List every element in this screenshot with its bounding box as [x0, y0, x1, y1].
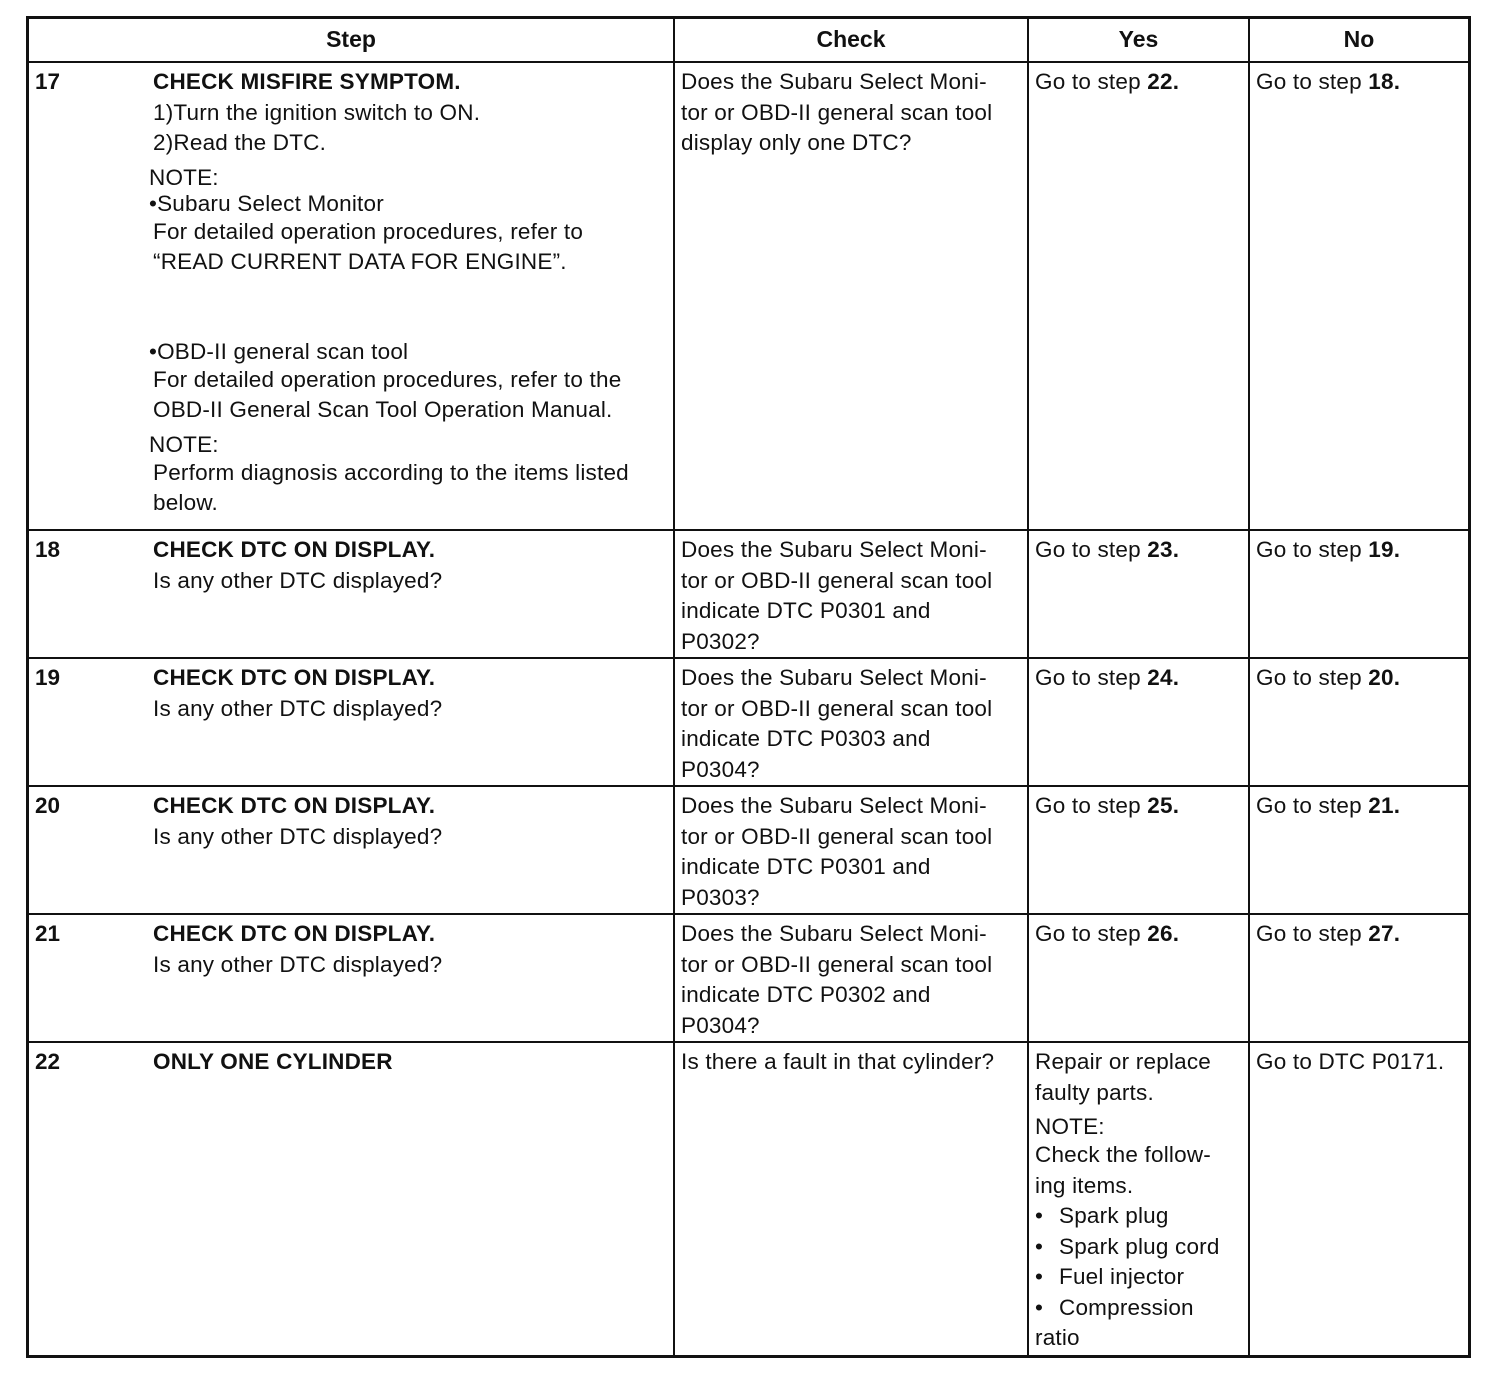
spacer: [153, 278, 669, 339]
check-line: indicate DTC P0302 and: [681, 982, 931, 1007]
no-text: [1256, 791, 1464, 822]
step-cell: [29, 63, 673, 531]
step-title: CHECK DTC ON DISPLAY.: [153, 537, 436, 562]
yes-step-ref: 22.: [1147, 69, 1180, 94]
no-cell: [1250, 531, 1468, 657]
no-prefix: Go to step: [1256, 665, 1369, 690]
step-cell: [29, 787, 673, 913]
header-step: Step: [326, 26, 376, 52]
no-text: [1256, 919, 1464, 950]
no-step-ref: 18.: [1368, 69, 1401, 94]
yes-prefix: Go to step: [1035, 921, 1148, 946]
step-number: 18: [35, 537, 61, 562]
step-line: Is any other DTC displayed?: [153, 823, 443, 849]
yes-cell: [1029, 63, 1248, 531]
no-prefix: Go to step: [1256, 793, 1369, 818]
check-cell: [675, 1043, 1027, 1357]
step-line: 2)Read the DTC.: [153, 130, 327, 155]
yes-text: [1035, 1047, 1244, 1354]
step-body: [153, 535, 669, 596]
list-item-continuation: ratio: [1035, 1325, 1080, 1350]
step-cell: [29, 531, 673, 657]
no-step-ref: 20.: [1368, 665, 1401, 690]
note-text: For detailed operation procedures, refer to: [153, 218, 584, 244]
check-line: Does the Subaru Select Moni-: [681, 665, 987, 690]
list-item-text: Spark plug cord: [1059, 1233, 1220, 1259]
step-line: Is any other DTC displayed?: [153, 567, 443, 593]
note-label: NOTE:: [149, 431, 219, 457]
note-label: NOTE:: [1035, 1114, 1105, 1139]
table-row: [29, 61, 1468, 531]
step-cell: [29, 659, 673, 785]
no-text: [1256, 663, 1464, 694]
list-item-text: Spark plug: [1059, 1203, 1169, 1228]
step-line: Is any other DTC displayed?: [153, 951, 443, 977]
step-title: CHECK DTC ON DISPLAY.: [153, 921, 436, 946]
yes-text: [1035, 67, 1244, 98]
no-prefix: Go to step: [1256, 69, 1369, 94]
check-line: P0302?: [681, 628, 760, 654]
check-cell: [675, 787, 1027, 913]
bullet-icon: •: [1035, 1203, 1044, 1228]
check-line: indicate DTC P0301 and: [681, 598, 931, 623]
step-title: CHECK DTC ON DISPLAY.: [153, 665, 436, 690]
no-step-ref: 27.: [1368, 921, 1401, 946]
step-body: [153, 663, 669, 724]
step-body: [153, 791, 669, 852]
yes-step-ref: 26.: [1147, 921, 1180, 946]
no-cell: [1250, 915, 1468, 1041]
no-cell: [1250, 659, 1468, 785]
no-text: Go to DTC P0171.: [1256, 1049, 1445, 1074]
check-line: tor or OBD-II general scan tool: [681, 695, 993, 721]
check-line: indicate DTC P0301 and: [681, 854, 931, 879]
yes-step-ref: 23.: [1147, 537, 1180, 562]
header-check: Check: [816, 26, 886, 52]
check-line: tor or OBD-II general scan tool: [681, 567, 993, 593]
header-yes: Yes: [1118, 26, 1159, 52]
yes-cell: [1029, 659, 1248, 785]
step-title: CHECK MISFIRE SYMPTOM.: [153, 69, 461, 94]
header-row: [29, 19, 1468, 61]
check-line: tor or OBD-II general scan tool: [681, 951, 993, 977]
step-cell: [29, 1043, 673, 1357]
bullet-icon: •: [1035, 1264, 1044, 1289]
yes-text: [1035, 535, 1244, 566]
no-prefix: Go to step: [1256, 921, 1369, 946]
yes-text: [1035, 791, 1244, 822]
header-no: No: [1343, 26, 1375, 52]
yes-text: [1035, 663, 1244, 694]
note-item: •OBD-II general scan tool: [149, 338, 409, 364]
check-text: [681, 663, 1023, 785]
yes-prefix: Go to step: [1035, 537, 1148, 562]
list-item: [1035, 1201, 1244, 1232]
note-text: Perform diagnosis according to the items listed: [153, 459, 629, 485]
step-number: 19: [35, 665, 61, 690]
step-title: CHECK DTC ON DISPLAY.: [153, 793, 436, 818]
yes-cell: [1029, 915, 1248, 1041]
check-text: [681, 535, 1023, 657]
step-line: 1)Turn the ignition switch to ON.: [153, 99, 481, 125]
step-number: 20: [35, 793, 61, 818]
check-text: Is there a fault in that cylinder?: [681, 1049, 995, 1074]
list-item: [1035, 1262, 1244, 1293]
check-line: P0303?: [681, 884, 760, 910]
table-row: [29, 785, 1468, 913]
no-prefix: Go to step: [1256, 537, 1369, 562]
yes-cell: [1029, 787, 1248, 913]
no-step-ref: 21.: [1368, 793, 1401, 818]
step-cell: [29, 915, 673, 1041]
no-cell: [1250, 63, 1468, 531]
check-cell: [675, 659, 1027, 785]
step-body: [149, 67, 669, 519]
yes-prefix: Go to step: [1035, 665, 1148, 690]
yes-line: faulty parts.: [1035, 1079, 1154, 1105]
table-row: [29, 657, 1468, 785]
yes-line: Repair or replace: [1035, 1049, 1211, 1074]
table-row: [29, 1041, 1468, 1357]
yes-step-ref: 25.: [1147, 793, 1180, 818]
step-line: Is any other DTC displayed?: [153, 695, 443, 721]
check-line: display only one DTC?: [681, 130, 912, 155]
table-row: [29, 529, 1468, 657]
no-cell: [1250, 787, 1468, 913]
step-title: ONLY ONE CYLINDER: [153, 1049, 393, 1074]
check-line: tor or OBD-II general scan tool: [681, 823, 993, 849]
table-row: [29, 913, 1468, 1041]
note-item: •Subaru Select Monitor: [149, 190, 384, 216]
check-text: [681, 67, 1023, 159]
yes-prefix: Go to step: [1035, 69, 1148, 94]
yes-text: [1035, 919, 1244, 950]
list-item: [1035, 1232, 1244, 1263]
diagnostic-table: [26, 16, 1471, 1358]
yes-prefix: Go to step: [1035, 793, 1148, 818]
yes-cell: [1029, 531, 1248, 657]
check-cell: [675, 63, 1027, 531]
step-number: 21: [35, 921, 61, 946]
bullet-icon: •: [1035, 1233, 1044, 1259]
check-line: Does the Subaru Select Moni-: [681, 69, 987, 94]
note-text: ing items.: [1035, 1172, 1134, 1198]
no-text: [1256, 67, 1464, 98]
step-body: [153, 1047, 669, 1078]
bullet-icon: •: [1035, 1294, 1044, 1320]
check-text: [681, 919, 1023, 1041]
note-label: NOTE:: [149, 164, 219, 190]
check-line: P0304?: [681, 1012, 760, 1038]
check-line: Does the Subaru Select Moni-: [681, 921, 987, 946]
note-text: Check the follow-: [1035, 1142, 1211, 1167]
step-number: 22: [35, 1049, 61, 1074]
note-text: OBD-II General Scan Tool Operation Manual.: [153, 397, 613, 422]
check-text: [681, 791, 1023, 913]
no-cell: [1250, 1043, 1468, 1357]
yes-step-ref: 24.: [1147, 665, 1180, 690]
check-cell: [675, 915, 1027, 1041]
step-body: [153, 919, 669, 980]
check-cell: [675, 531, 1027, 657]
yes-cell: [1029, 1043, 1248, 1357]
check-line: P0304?: [681, 756, 760, 782]
check-line: tor or OBD-II general scan tool: [681, 99, 993, 125]
check-line: indicate DTC P0303 and: [681, 726, 931, 751]
note-text: below.: [153, 490, 218, 515]
check-line: Does the Subaru Select Moni-: [681, 793, 987, 818]
note-text: For detailed operation procedures, refer to the: [153, 366, 622, 392]
list-item-text: Compression: [1059, 1294, 1194, 1320]
list-item-text: Fuel injector: [1059, 1264, 1185, 1289]
list-item: [1035, 1293, 1244, 1324]
check-line: Does the Subaru Select Moni-: [681, 537, 987, 562]
no-text: [1256, 535, 1464, 566]
note-text: “READ CURRENT DATA FOR ENGINE”.: [153, 249, 567, 274]
step-number: 17: [35, 69, 61, 94]
no-step-ref: 19.: [1368, 537, 1401, 562]
